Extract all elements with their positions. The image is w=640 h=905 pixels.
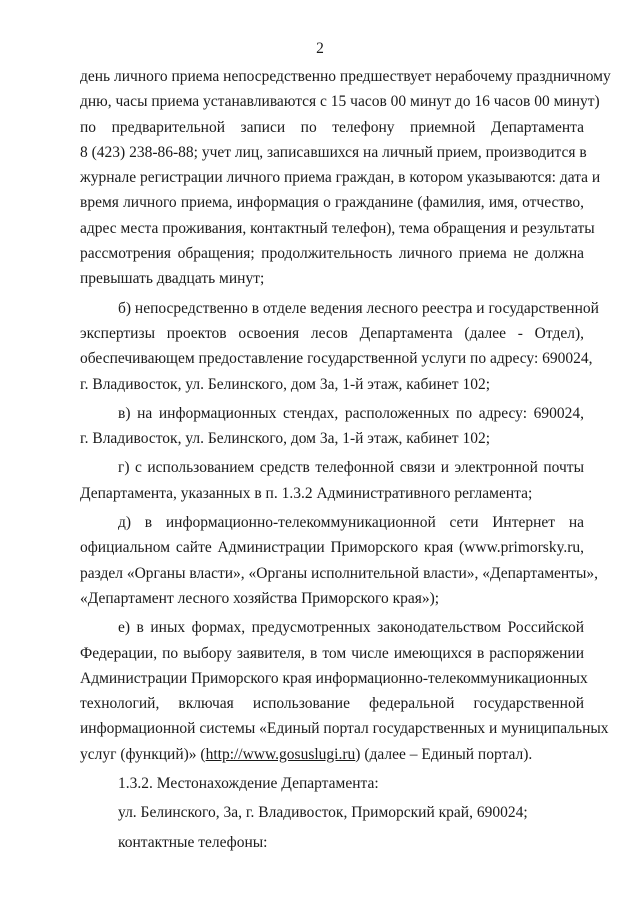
text-line: Федерации, по выбору заявителя, в том числе имеющихся в распоряжении [80, 644, 584, 662]
paragraph [80, 64, 611, 292]
paragraph [80, 615, 609, 767]
document-body [80, 64, 611, 855]
text-line: превышать двадцать минут; [80, 270, 265, 288]
text-line: дню, часы приема устанавливаются с 15 часов 00 минут до 16 часов 00 минут) [80, 93, 600, 111]
text-line: 1.3.2. Местонахождение Департамента: [118, 775, 379, 793]
text-line: в) на информационных стендах, расположенных по адресу: 690024, [118, 404, 584, 422]
text-fragment: услуг (функций)» ( [80, 745, 206, 763]
text-line: официальном сайте Администрации Приморского края (www.primorsky.ru, [80, 539, 584, 557]
text-line: Департамента, указанных в п. 1.3.2 Административного регламента; [80, 484, 533, 502]
text-line: е) в иных формах, предусмотренных законодательством Российской [118, 619, 584, 637]
text-line: информационной системы «Единый портал государственных и муниципальных [80, 720, 609, 738]
text-line: адрес места проживания, контактный телефон), тема обращения и результаты [80, 219, 595, 237]
text-line: экспертизы проектов освоения лесов Департамента (далее - Отдел), [80, 324, 584, 342]
text-line: раздел «Органы власти», «Органы исполнительной власти», «Департаменты», [80, 564, 598, 582]
text-line: время личного приема, информация о гражданине (фамилия, имя, отчество, [80, 194, 584, 212]
paragraph [80, 510, 598, 611]
paragraph [80, 296, 599, 397]
text-line: день личного приема непосредственно предшествует нерабочему праздничному [80, 68, 611, 85]
paragraph [80, 455, 584, 506]
text-line: рассмотрения обращения; продолжительность личного приема не должна [80, 245, 584, 263]
text-line: д) в информационно-телекоммуникационной сети Интернет на [118, 514, 584, 532]
text-line: 8 (423) 238-86-88; учет лиц, записавшихся на личный прием, производится в [80, 143, 587, 161]
paragraph [80, 830, 584, 855]
text-line: г. Владивосток, ул. Белинского, дом 3а, 1-й этаж, кабинет 102; [80, 430, 491, 448]
gosuslugi-link[interactable]: http://www.gosuslugi.ru [205, 745, 356, 763]
text-line: «Департамент лесного хозяйства Приморского края»); [80, 589, 440, 607]
text-line: обеспечивающем предоставление государственной услуги по адресу: 690024, [80, 350, 593, 368]
paragraph [80, 401, 584, 452]
text-fragment: ) (далее – Единый портал). [355, 745, 533, 763]
paragraph [80, 800, 584, 825]
text-line: по предварительной записи по телефону приемной Департамента [80, 118, 584, 136]
text-line: контактные телефоны: [118, 833, 268, 851]
text-line [80, 742, 584, 767]
text-line: б) непосредственно в отделе ведения лесного реестра и государственной [118, 299, 599, 317]
page-number: 2 [316, 40, 324, 57]
text-line: г) с использованием средств телефонной связи и электронной почты [118, 459, 584, 477]
text-line: журнале регистрации личного приема граждан, в котором указываются: дата и [80, 169, 601, 187]
text-line: ул. Белинского, 3а, г. Владивосток, Приморский край, 690024; [118, 804, 528, 822]
text-line: Администрации Приморского края информационно-телекоммуникационных [80, 669, 588, 687]
text-line: технологий, включая использование федеральной государственной [80, 695, 584, 713]
paragraph [80, 771, 584, 796]
text-line: г. Владивосток, ул. Белинского, дом 3а, 1-й этаж, кабинет 102; [80, 375, 491, 393]
